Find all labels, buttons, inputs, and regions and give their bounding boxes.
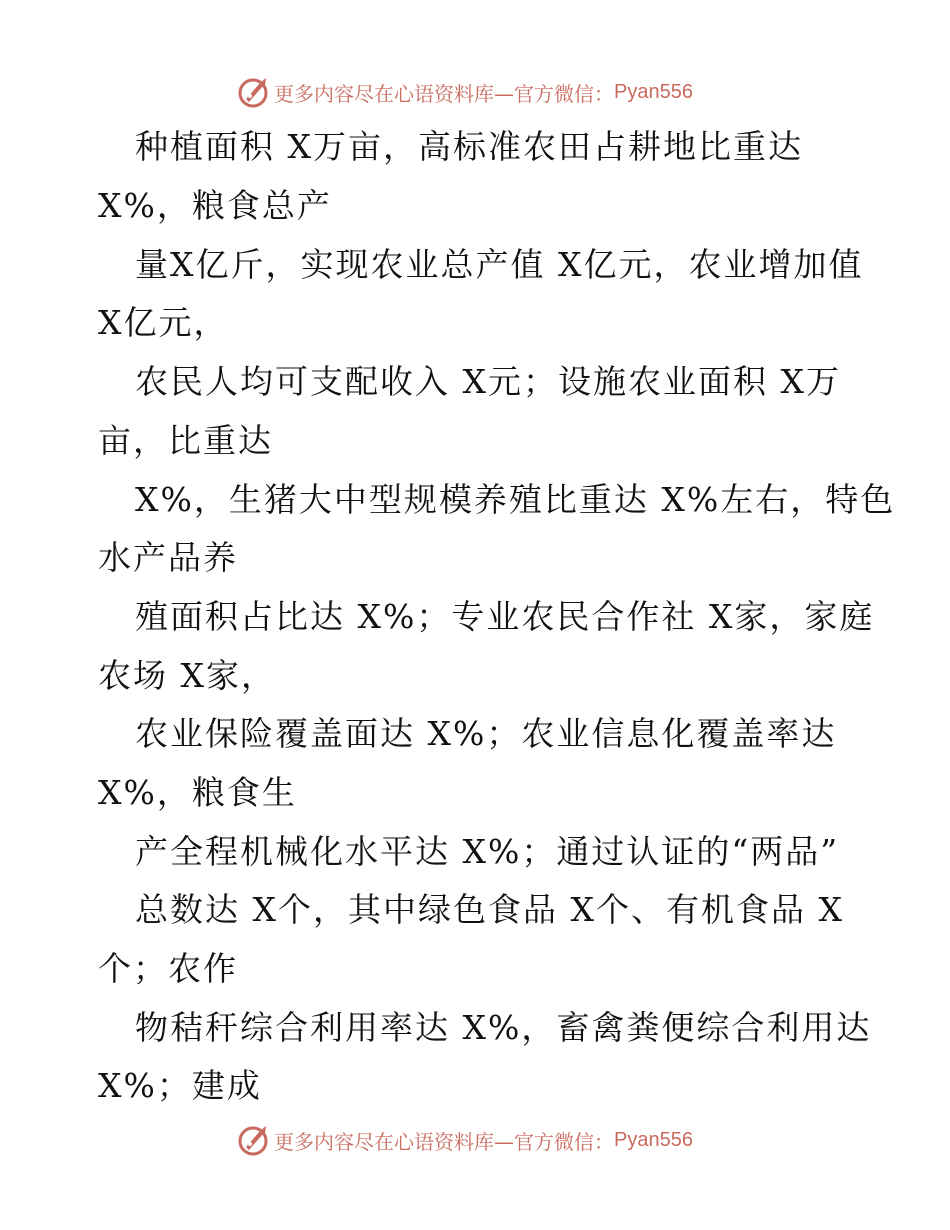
footer-wechat-id: Pyan556 xyxy=(614,1128,693,1151)
text-line: 总数达 X个，其中绿色食品 X个、有机食品 X xyxy=(135,890,844,929)
text-line: 农业保险覆盖面达 X%；农业信息化覆盖率达 xyxy=(135,714,837,753)
text-line: X%，生猪大中型规模养殖比重达 X%左右，特色 xyxy=(135,480,896,519)
text-line: 产全程机械化水平达 X%；通过认证的“两品” xyxy=(135,832,840,871)
footer-watermark xyxy=(0,1120,950,1160)
text-line: 物秸秆综合利用率达 X%，畜禽粪便综合利用达 xyxy=(135,1008,872,1047)
text-line: 个；农作 xyxy=(98,949,238,988)
header-wechat-id: Pyan556 xyxy=(614,80,693,103)
text-line: 农民人均可支配收入 X元；设施农业面积 X万 xyxy=(135,362,841,401)
footer-watermark-inner xyxy=(236,1120,693,1160)
text-line: 水产品养 xyxy=(98,538,238,577)
footer-brand-text: 更多内容尽在心语资料库—官方微信： xyxy=(274,1129,614,1154)
text-line: X%；建成 xyxy=(98,1066,262,1105)
text-line: 殖面积占比达 X%；专业农民合作社 X家，家庭 xyxy=(135,597,875,636)
text-line: X%，粮食总产 xyxy=(98,186,332,225)
text-line: 农场 X家， xyxy=(98,656,276,695)
text-line: X%，粮食生 xyxy=(98,773,297,812)
feather-pen-seal-icon xyxy=(236,1123,270,1157)
text-line: 亩，比重达 xyxy=(98,421,273,460)
text-line: X亿元， xyxy=(98,303,229,342)
text-line: 种植面积 X万亩，高标准农田占耕地比重达 xyxy=(135,127,803,166)
header-brand-text: 更多内容尽在心语资料库—官方微信： xyxy=(274,81,614,106)
text-line: 量X亿斤，实现农业总产值 X亿元，农业增加值 xyxy=(135,245,864,284)
